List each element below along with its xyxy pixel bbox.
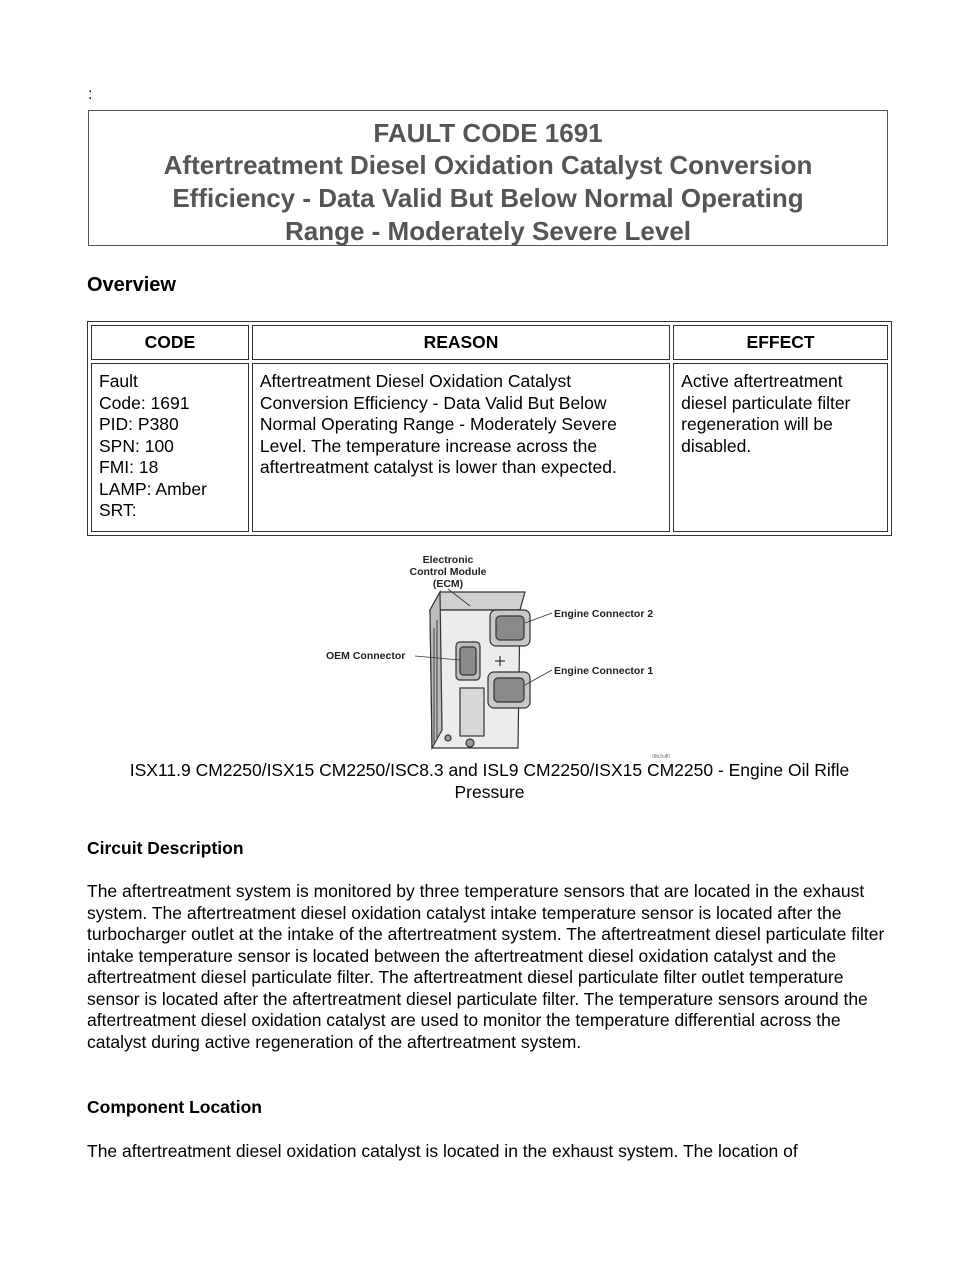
oem-connector-label: OEM Connector: [326, 650, 406, 662]
table-row: [91, 363, 888, 532]
fault-title-line-3: Range - Moderately Severe Level: [284, 216, 692, 246]
component-location-text: The aftertreatment diesel oxidation catalyst is located in the exhaust system. The location of: [87, 1141, 798, 1161]
ecm-label-line-1: Electronic: [422, 554, 474, 566]
ecm-label-line-3: (ECM): [432, 578, 464, 590]
fault-title-line-2: Efficiency - Data Valid But Below Normal Operating: [172, 183, 804, 213]
code-line-code: Code: 1691: [99, 392, 190, 413]
figure-caption: ISX11.9 CM2250/ISX15 CM2250/ISC8.3 and ISL9 CM2250/ISX15 CM2250 - Engine Oil Rifle Pressure: [129, 760, 850, 802]
code-line-pid: PID: P380: [99, 414, 179, 434]
cell-effect: Active aftertreatment diesel particulate filter regeneration will be disabled.: [673, 363, 888, 532]
fault-code-title: FAULT CODE 1691: [373, 118, 603, 148]
overview-heading: Overview: [87, 274, 176, 296]
code-line-fmi: FMI: 18: [99, 457, 159, 477]
circuit-description-text: The aftertreatment system is monitored by three temperature sensors that are located in the exhaust system. The aftertreatment diesel oxidation catalyst intake temperature sensor is located after the turbocharger outlet at the intake of the aftertreatment system. The aftertreatment diesel particulate filter intake temperature sensor is located between the aftertreatment diesel oxidation catalyst and the aftertreatment diesel particulate filter. The aftertreatment diesel particulate filter outlet temperature sensor is located after the aftertreatment diesel particulate filter. The temperature sensors around the aftertreatment diesel oxidation catalyst are used to monitor the temperature differential across the catalyst during active regeneration of the aftertreatment system.: [87, 881, 885, 1052]
code-line-srt: SRT:: [99, 500, 137, 520]
figure-reference-code: t9b2nlf0: [652, 754, 670, 760]
ecm-module-drawing: [430, 592, 530, 748]
fault-title-line-1: Aftertreatment Diesel Oxidation Catalyst Conversion: [163, 150, 813, 180]
ecm-label-line-2: Control Module: [409, 566, 487, 578]
engine-connector-1-label: Engine Connector 1: [554, 665, 654, 677]
cell-reason: Aftertreatment Diesel Oxidation Catalyst Conversion Efficiency - Data Valid But Below Normal Operating Range - Moderately Severe Level. The temperature increase across the aftertreatment catalyst is lower than expected.: [252, 363, 670, 532]
ecm-diagram: [320, 548, 670, 760]
code-line-lamp: LAMP: Amber: [99, 478, 207, 499]
fault-title-box: [88, 110, 888, 246]
circuit-description-heading: Circuit Description: [87, 838, 244, 858]
code-line-fault: Fault: [99, 371, 138, 391]
header-effect: EFFECT: [673, 325, 888, 360]
engine-connector-2-label: Engine Connector 2: [554, 608, 654, 620]
fault-table: [87, 321, 892, 536]
code-line-spn: SPN: 100: [99, 435, 174, 456]
header-code: CODE: [91, 325, 249, 360]
component-location-heading: Component Location: [87, 1097, 262, 1117]
header-reason: REASON: [252, 325, 670, 360]
page-colon: :: [88, 86, 93, 103]
cell-code: [91, 363, 249, 532]
table-header-row: [91, 325, 888, 360]
